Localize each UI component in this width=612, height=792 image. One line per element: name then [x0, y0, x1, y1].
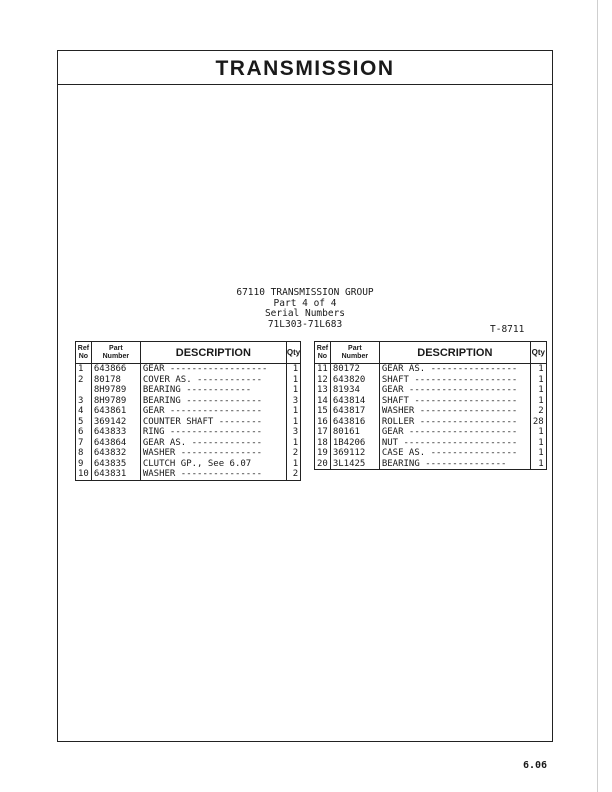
description-cell: CASE AS. ----------------	[379, 448, 530, 459]
description-cell: GEAR AS. -------------	[140, 438, 286, 449]
page-title: TRANSMISSION	[58, 51, 552, 85]
ref-no-cell: 12	[315, 375, 331, 386]
part-number-header: Part Number	[91, 342, 140, 364]
ref-no-cell: 3	[76, 396, 92, 407]
description-cell: COVER AS. ------------	[140, 375, 286, 386]
parts-table-left-body	[76, 364, 301, 481]
qty-cell: 1	[286, 364, 300, 375]
qty-cell: 1	[286, 459, 300, 470]
qty-cell: 3	[286, 396, 300, 407]
table-row	[315, 459, 547, 470]
qty-cell: 1	[530, 396, 546, 407]
table-row	[76, 385, 301, 396]
description-cell: GEAR --------------------	[379, 385, 530, 396]
part-number-header: Part Number	[330, 342, 379, 364]
qty-cell: 1	[286, 406, 300, 417]
description-cell: GEAR --------------------	[379, 427, 530, 438]
description-cell: BEARING --------------	[140, 396, 286, 407]
qty-cell: 1	[530, 448, 546, 459]
part-number-cell: 8H9789	[91, 396, 140, 407]
group-name: 67110 TRANSMISSION GROUP	[236, 287, 374, 298]
table-row	[315, 406, 547, 417]
description-cell: NUT ---------------------	[379, 438, 530, 449]
ref-no-header: Ref No	[315, 342, 331, 364]
qty-cell: 2	[286, 469, 300, 480]
part-number-cell: 80172	[330, 364, 379, 375]
qty-cell: 1	[530, 459, 546, 470]
qty-cell: 2	[286, 448, 300, 459]
ref-no-header: Ref No	[76, 342, 92, 364]
part-number-cell: 643866	[91, 364, 140, 375]
qty-cell: 1	[530, 385, 546, 396]
description-cell: ROLLER ------------------	[379, 417, 530, 428]
table-row	[76, 427, 301, 438]
table-row	[76, 438, 301, 449]
table-row	[76, 459, 301, 470]
ref-no-cell: 20	[315, 459, 331, 470]
table-row	[76, 469, 301, 480]
table-row	[315, 417, 547, 428]
qty-cell: 1	[530, 375, 546, 386]
part-number-cell: 3L1425	[330, 459, 379, 470]
part-number-cell: 369142	[91, 417, 140, 428]
ref-no-cell: 1	[76, 364, 92, 375]
serial-label: Serial Numbers	[264, 308, 346, 319]
ref-no-cell: 11	[315, 364, 331, 375]
description-cell: WASHER ------------------	[379, 406, 530, 417]
qty-cell: 1	[286, 375, 300, 386]
part-number-cell: 643835	[91, 459, 140, 470]
parts-table-right	[314, 341, 547, 470]
description-cell: BEARING ---------------	[379, 459, 530, 470]
qty-cell: 3	[286, 427, 300, 438]
table-row	[315, 385, 547, 396]
ref-no-cell: 14	[315, 396, 331, 407]
table-row	[76, 396, 301, 407]
part-number-cell: 1B4206	[330, 438, 379, 449]
part-number-cell: 643816	[330, 417, 379, 428]
part-number-cell: 80161	[330, 427, 379, 438]
part-number-cell: 80178	[91, 375, 140, 386]
part-number-cell: 369112	[330, 448, 379, 459]
page-edge-line	[597, 0, 598, 792]
description-header: DESCRIPTION	[140, 342, 286, 364]
part-number-cell: 643820	[330, 375, 379, 386]
description-cell: SHAFT -------------------	[379, 396, 530, 407]
part-number-cell: 643864	[91, 438, 140, 449]
table-row	[76, 364, 301, 375]
page-frame	[57, 50, 553, 742]
ref-no-cell: 18	[315, 438, 331, 449]
qty-cell: 1	[286, 385, 300, 396]
table-row	[315, 396, 547, 407]
ref-no-cell: 19	[315, 448, 331, 459]
ref-no-cell: 16	[315, 417, 331, 428]
table-row	[76, 448, 301, 459]
ref-no-cell: 2	[76, 375, 92, 386]
description-cell: GEAR -----------------	[140, 406, 286, 417]
description-cell: WASHER ---------------	[140, 448, 286, 459]
part-number-cell: 8H9789	[91, 385, 140, 396]
description-cell: GEAR AS. ----------------	[379, 364, 530, 375]
part-number-cell: 643833	[91, 427, 140, 438]
description-header: DESCRIPTION	[379, 342, 530, 364]
ref-no-cell: 9	[76, 459, 92, 470]
qty-cell: 1	[530, 364, 546, 375]
qty-cell: 28	[530, 417, 546, 428]
ref-no-cell: 17	[315, 427, 331, 438]
table-row	[315, 448, 547, 459]
part-number-cell: 643817	[330, 406, 379, 417]
qty-header: Qty	[286, 342, 300, 364]
description-cell: COUNTER SHAFT --------	[140, 417, 286, 428]
table-row	[315, 438, 547, 449]
qty-header: Qty	[530, 342, 546, 364]
ref-no-cell: 10	[76, 469, 92, 480]
description-cell: SHAFT -------------------	[379, 375, 530, 386]
serial-range: 71L303-71L683	[267, 318, 343, 330]
page-number: 6.06	[523, 760, 548, 771]
table-header	[315, 342, 547, 364]
group-part: Part 4 of 4	[273, 297, 337, 309]
drawing-reference: T-8711	[490, 324, 525, 335]
ref-no-cell: 13	[315, 385, 331, 396]
qty-cell: 1	[286, 438, 300, 449]
parts-table-right-body	[315, 364, 547, 470]
table-row	[315, 427, 547, 438]
qty-cell: 1	[530, 427, 546, 438]
qty-cell: 1	[530, 438, 546, 449]
ref-no-cell: 15	[315, 406, 331, 417]
ref-no-cell: 7	[76, 438, 92, 449]
table-header	[76, 342, 301, 364]
part-number-cell: 643831	[91, 469, 140, 480]
table-row	[76, 375, 301, 386]
table-row	[76, 417, 301, 428]
group-info	[58, 288, 552, 330]
part-number-cell: 643861	[91, 406, 140, 417]
part-number-cell: 643814	[330, 396, 379, 407]
table-row	[76, 406, 301, 417]
part-number-cell: 643832	[91, 448, 140, 459]
ref-no-cell: 8	[76, 448, 92, 459]
ref-no-cell: 4	[76, 406, 92, 417]
table-row	[315, 375, 547, 386]
description-cell: BEARING ------------	[140, 385, 286, 396]
description-cell: WASHER ---------------	[140, 469, 286, 480]
qty-cell: 1	[286, 417, 300, 428]
description-cell: RING -----------------	[140, 427, 286, 438]
description-cell: CLUTCH GP., See 6.07	[140, 459, 286, 470]
parts-table-left	[75, 341, 301, 481]
ref-no-cell	[76, 385, 92, 396]
qty-cell: 2	[530, 406, 546, 417]
description-cell: GEAR ------------------	[140, 364, 286, 375]
ref-no-cell: 6	[76, 427, 92, 438]
table-row	[315, 364, 547, 375]
ref-no-cell: 5	[76, 417, 92, 428]
part-number-cell: 81934	[330, 385, 379, 396]
